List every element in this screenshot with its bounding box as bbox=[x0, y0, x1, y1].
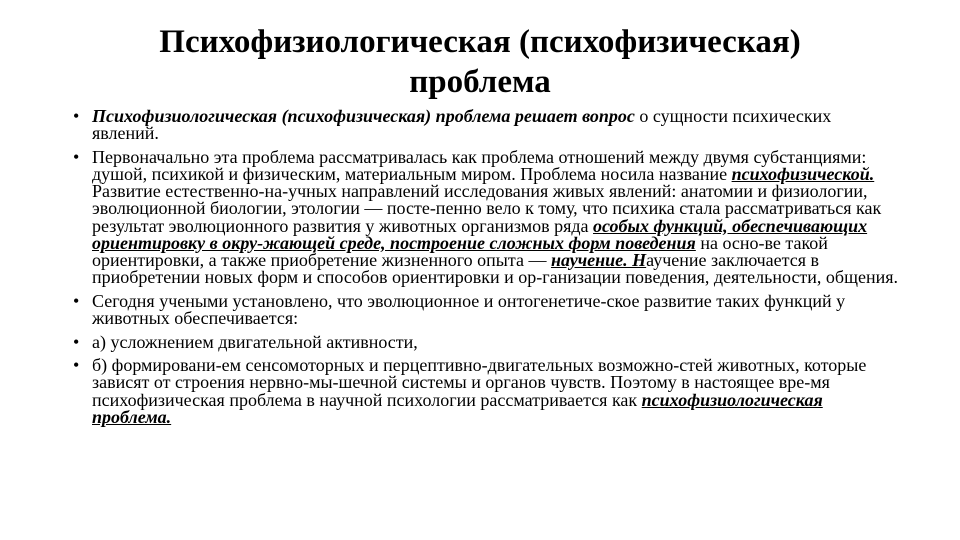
body-text: а) усложнением двигательной активности, bbox=[92, 331, 418, 352]
bullet-icon: • bbox=[73, 146, 80, 167]
slide-title-line-1: Психофизиологическая (психофизическая) bbox=[159, 24, 801, 60]
body-text: аучение заключается в приобретении новых форм и способов ориентировки и ор-ганизации поведения, деятельности, общения. bbox=[92, 250, 898, 288]
emphasized-text: научение. Н bbox=[550, 250, 647, 271]
emphasized-text: психофизической. bbox=[731, 164, 875, 184]
body-text: на осно-ве такой ориентировки, а также приобретение жизненного опыта — bbox=[92, 232, 828, 271]
bullet-item bbox=[70, 357, 900, 426]
slide-title bbox=[100, 22, 860, 102]
bullet-item bbox=[70, 331, 900, 352]
emphasized-text: Психофизиологическая (психофизическая) проблема решает вопрос bbox=[92, 106, 635, 126]
bullet-item bbox=[70, 146, 900, 288]
bullet-icon: • bbox=[73, 290, 80, 311]
body-text: Развитие естественно-на-учных направлений исследования живых явлений: анатомии и физиологии, эволюционной биологии, этологии — посте-пенно вело к тому, что психика стала рассматриваться как результат эволюционного развития у животных организмов ряда bbox=[92, 181, 882, 236]
bullet-list bbox=[70, 108, 900, 432]
body-text: о сущности психических явлений. bbox=[92, 106, 832, 144]
body-text: Сегодня учеными установлено, что эволюционное и онтогенетиче-ское развитие таких функций у животных обеспечивается: bbox=[92, 290, 846, 329]
bullet-item bbox=[70, 108, 900, 142]
bullet-icon: • bbox=[73, 331, 80, 352]
emphasized-text: особых функций, обеспечивающих ориентировку в окру-жающей среде, построение сложных форм поведения bbox=[92, 215, 868, 253]
bullet-icon: • bbox=[73, 106, 80, 126]
body-text: б) формировани-ем сенсомоторных и перцептивно-двигательных возможно-стей животных, которые зависят от строения нервно-мы-шечной системы и органов чувств. Поэтому в настоящее вре-мя психофизическая проблема в научной психологии рассматривается как bbox=[92, 355, 867, 410]
bullet-item bbox=[70, 290, 900, 329]
slide-title-line-2: проблема bbox=[409, 64, 551, 100]
bullet-icon: • bbox=[73, 355, 80, 376]
body-text: Первоначально эта проблема рассматривалась как проблема отношений между двумя субстанциями: душой, психикой и физическим, материальным миром. Проблема носила название bbox=[92, 146, 867, 184]
emphasized-text: психофизиологическая проблема. bbox=[92, 389, 823, 427]
